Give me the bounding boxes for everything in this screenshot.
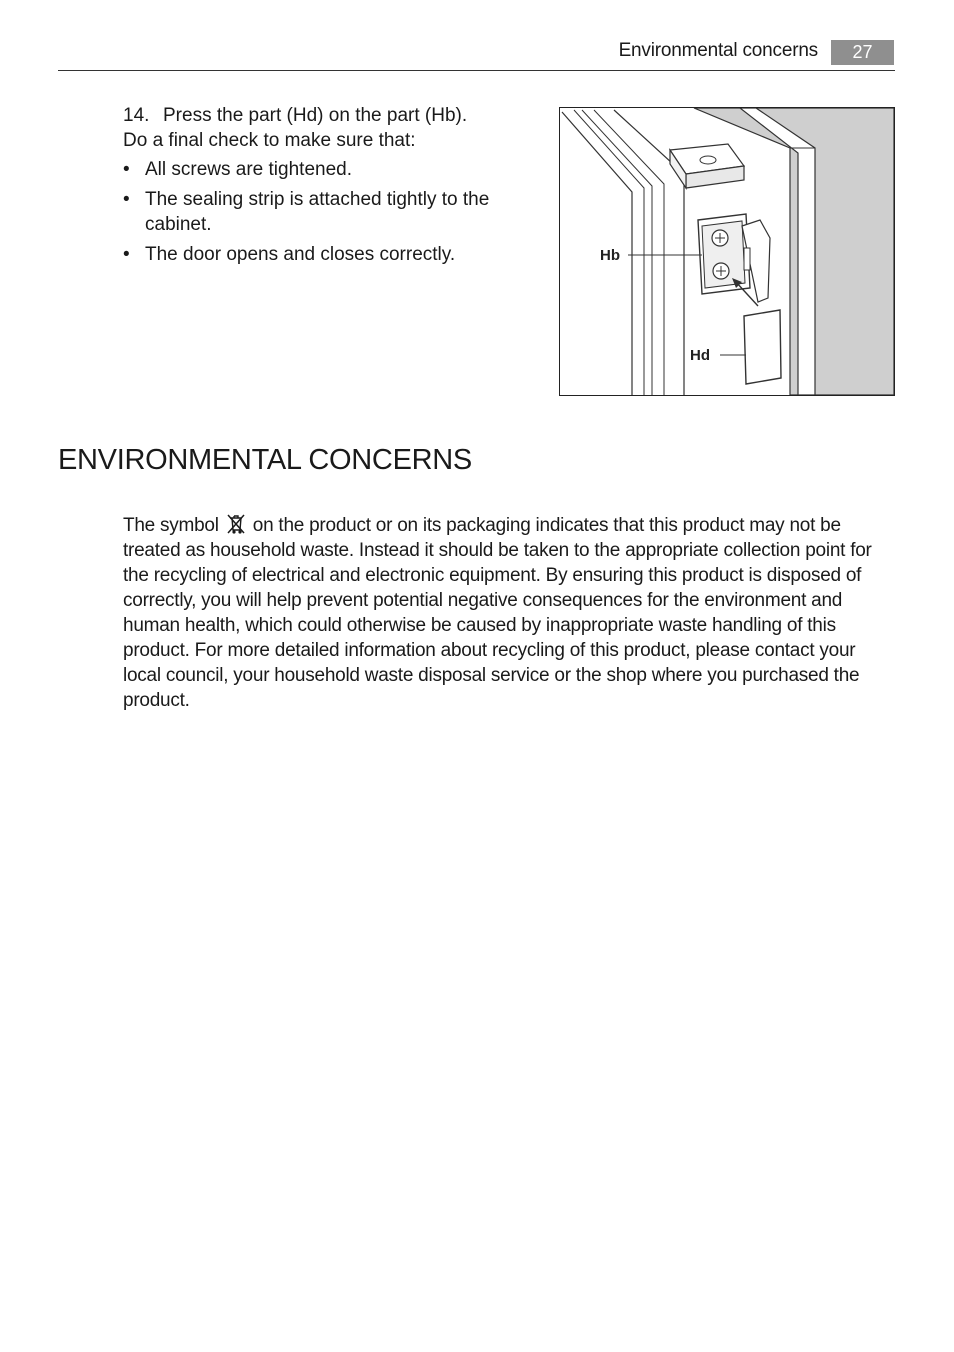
label-hd: Hd xyxy=(690,347,710,364)
illustration-drawing xyxy=(560,108,894,395)
text-before-symbol: The symbol xyxy=(123,515,219,536)
step-text: Press the part (Hd) on the part (Hb). xyxy=(163,105,468,126)
header-divider xyxy=(58,70,895,71)
text-after-symbol: on the product or on its packaging indicates that this product may not be treated as household waste. Instead it should be taken to the appropriate collection point for the recycling of electrical and electronic equipment. By ensuring this product is disposed of correctly, you will help prevent potential negative consequences for the environment and human health, which could otherwise be caused by inappropriate waste handling of this product. For more detailed information about recycling of this product, please contact your local council, your household waste disposal service or the shop where you purchased the product. xyxy=(123,515,872,711)
final-check-intro: Do a final check to make sure that: xyxy=(123,130,416,151)
list-item: • The door opens and closes correctly. xyxy=(123,242,523,267)
installation-step xyxy=(123,103,523,272)
step-instruction xyxy=(123,103,523,128)
list-item: • All screws are tightened. xyxy=(123,157,523,182)
page-number: 27 xyxy=(831,40,894,65)
environment-paragraph xyxy=(123,513,888,713)
door-fitting-illustration xyxy=(559,107,895,396)
check-list xyxy=(123,157,523,267)
crossed-out-wheelie-bin-icon xyxy=(226,513,246,535)
label-hb: Hb xyxy=(600,247,620,264)
step-number: 14. xyxy=(123,105,150,126)
header-title: Environmental concerns xyxy=(618,40,818,61)
list-item: • The sealing strip is attached tightly to the cabinet. xyxy=(123,187,523,237)
section-title: ENVIRONMENTAL CONCERNS xyxy=(58,444,472,476)
